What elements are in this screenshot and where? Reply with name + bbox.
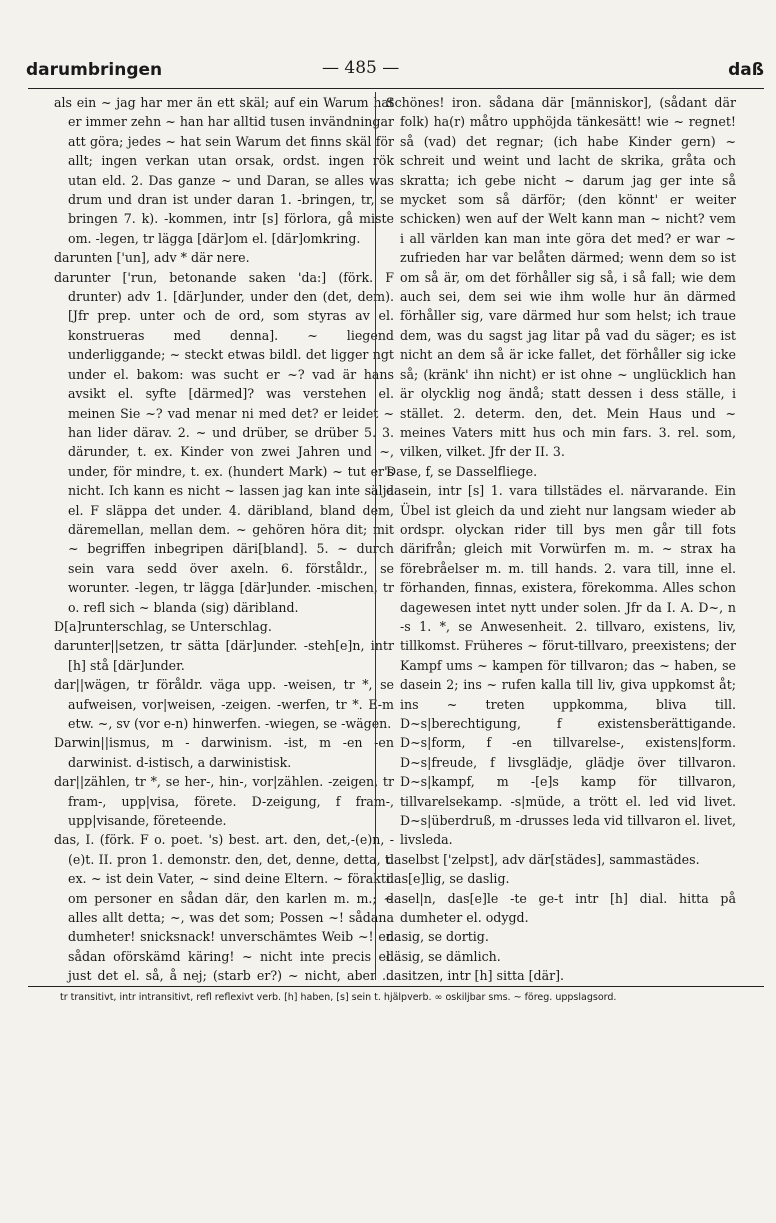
column-divider (375, 92, 376, 980)
dictionary-entry: darunter||setzen, tr sätta [där]under. -steh[e]n, intr [h] stå [där]under. (54, 638, 394, 673)
dictionary-entry: dar||zählen, tr *, se her-, hin-, vor|zählen. -zeigen, tr fram-, upp|visa, förete. D-zeigung, f fram-, upp|visande, företeende. (54, 774, 394, 829)
dictionary-entry: Schönes! iron. sådana där [människor], (sådant där folk) ha(r) måtro upphöjda tänkesätt! wie ~ regnet! så (vad) det regnar; (ich habe Kinder gern) ~ schreit und weint und lacht de skrika, gråta och skratta; ich gebe nicht ~ darum jag ger inte så mycket som så därför; (den könnt' er weiter schicken) wen auf der Welt kann man ~ nicht? vem i all världen kan man inte göra det med? er war ~ zufrieden har var belåten därmed; wenn dem so ist om så är, om det förhåller sig så, i så fall; wie dem auch sei, dem sei wie ihm wolle hur än därmed förhåller sig, vare därmed hur som helst; ich traue dem, was du sagst jag litar på vad du säger; es ist nicht an dem så är icke fallet, det förhåller sig icke så; (kränk' ihn nicht) er ist ohne ~ unglücklich han är olycklig nog ändå; statt dessen i dess ställe, i stället. 2. determ. den, det. Mein Haus und ~ meines Vaters mitt hus och min fars. 3. rel. som, vilken, vilket. Jfr der II. 3. (386, 95, 736, 460)
dictionary-entry: Dase, f, se Dasselfliege. (386, 463, 538, 479)
dictionary-entry: das, I. (förk. F o. poet. 's) best. art. den, det,-(e)n, -(e)t. II. pron 1. demonstr. den, det, denne, detta, t. ex. ~ ist dein Vater, ~ sind deine Eltern. ~ förakti. om personer en sådan där, den karlen m. m.; ~ alles allt detta; ~, was det som; Possen ~! sådana dumheter! snicksnack! unverschämtes Weib ~! en sådan oförskämd käring! ~ nicht inte precis el. just det el. så, å nej; (starb er?) ~ nicht, aber ... (54, 832, 394, 983)
page-header (26, 54, 764, 88)
dictionary-entry: D[a]runterschlag, se Unterschlag. (54, 618, 272, 634)
header-guide-word-right: daß (728, 60, 764, 80)
dictionary-entry: dar||wägen, tr föråldr. väga upp. -weisen, tr *, se aufweisen, vor|weisen, -zeigen. -werfen, tr *. E-m etw. ~, sv (vor e-n) hinwerfen. -wiegen, se -wägen. (54, 677, 394, 731)
dictionary-entry: daselbst ['zelpst], adv där[städes], sammastädes. (386, 851, 700, 867)
dictionary-entry: dasig, se dortig. (386, 929, 489, 945)
dictionary-entry: dasitzen, intr [h] sitta [där]. (386, 968, 565, 983)
header-rule (28, 88, 764, 89)
right-column (386, 93, 736, 983)
footer-rule (28, 986, 764, 987)
dictionary-entry: als ein ~ jag har mer än ett skäl; auf ein Warum hat er immer zehn ~ han har alltid tusen invändningar att göra; jedes ~ hat sein Warum det finns skäl för allt; ingen verkan utan orsak, ordst. ingen rök utan eld. 2. Das ganze ~ und Daran, se alles was drum und dran ist under daran 1. -bringen, tr, se bringen 7. k). -kommen, intr [s] förlora, gå miste om. -legen, tr lägga [där]om el. [där]omkring. (54, 95, 394, 246)
dictionary-entry: darunten ['un], adv * där nere. (54, 250, 250, 266)
dictionary-entry: darunter ['run, betonande saken 'da:] (förk. F drunter) adv 1. [där]under, under den (det, dem). [Jfr prep. unter och de ord, som styras av el. konstrueras med denna]. ~ liegend underliggande; ~ steckt etwas bildl. det ligger ngt under el. bakom: was sucht er ~? vad är hans avsikt el. syfte [därmed]? was verstehen el. meinen Sie ~? vad menar ni med det? er leidet ~ han lider därav. 2. ~ und drüber, se drüber 5. 3. därunder, t. ex. Kinder von zwei Jahren und ~, under, för mindre, t. ex. (hundert Mark) ~ tut er's nicht. Ich kann es nicht ~ lassen jag kan inte sälja el. F släppa det under. 4. däribland, bland dem, däremellan, mellan dem. ~ gehören höra dit; mit ~ begriffen inbegripen däri[bland]. 5. ~ durch sein vara sedd över axeln. 6. förståldr., se worunter. -legen, tr lägga [där]under. -mischen, tr o. refl sich ~ blanda (sig) däribland. (54, 269, 394, 615)
header-guide-word-left: darumbringen (26, 60, 163, 80)
dictionary-entry: dasel|n, das[e]le -te ge-t intr [h] dial. hitta på dumheter el. odygd. (386, 890, 736, 926)
left-column (54, 93, 394, 983)
abbreviation-legend: tr transitivt, intr intransitivt, refl reflexivt verb. [h] haben, [s] sein t. hjälpverb. ∞ oskiljbar sms. ~ föreg. uppslagsord. (60, 992, 617, 1003)
dictionary-entry: däsig, se dämlich. (386, 948, 501, 964)
dictionary-entry: dasein, intr [s] 1. vara tillstädes el. närvarande. Ein Übel ist gleich da und zieht nur langsam wieder ab ordspr. olyckan rider till bys men går till fots därifrån; gleich mit Vorwürfen m. m. ~ strax ha förebråelser m. m. till hands. 2. vara till, inne el. förhanden, finnas, existera, förekomma. Alles schon dagewesen intet nytt under solen. Jfr da I. A. D~, n -s 1. *, se Anwesenheit. 2. tillvaro, existens, liv, tillkomst. Früheres ~ förut-tillvaro, preexistens; der Kampf ums ~ kampen för tillvaron; das ~ haben, se dasein 2; ins ~ rufen kalla till liv, giva uppkomst åt; ins ~ treten uppkomma, bliva till. D~s|berechtigung, f existensberättigande. D~s|form, f -en tillvarelse-, existens|form. D~s|freude, f livsglädje, glädje över tillvaron. D~s|kampf, m -[e]s kamp för tillvaron, tillvarelsekamp. -s|müde, a trött el. led vid livet. D~s|überdruß, m -drusses leda vid tillvaron el. livet, livsleda. (386, 483, 736, 848)
dictionary-entry: das[e]lig, se daslig. (386, 871, 510, 887)
page-number: — 485 — (322, 58, 400, 78)
dictionary-entry: Darwin||ismus, m - darwinism. -ist, m -en -en darwinist. d-istisch, a darwinistisk. (54, 735, 394, 770)
